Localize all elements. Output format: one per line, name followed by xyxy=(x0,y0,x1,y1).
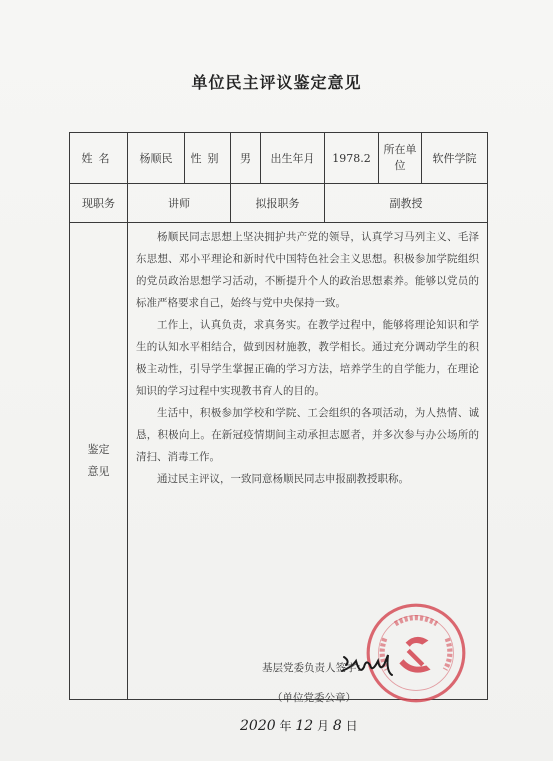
seal-note: （单位党委公章） xyxy=(272,692,356,704)
date-month: 12 xyxy=(295,718,314,734)
current-title-label: 现职务 xyxy=(70,184,128,223)
birth-value: 1978.2 xyxy=(325,133,379,184)
signer-label: 基层党委负责人签字： xyxy=(262,662,367,674)
opinion-paragraph: 杨顺民同志思想上坚决拥护共产党的领导，认真学习马列主义、毛泽东思想、邓小平理论和新时代中国特色社会主义思想。积极参加学院组织的党员政治思想学习活动，不断提升个人的政治思想素养。能够以党员的标准严格要求自己，始终与党中央保持一致。 xyxy=(136,231,479,309)
page-title: 单位民主评议鉴定意见 xyxy=(191,73,362,92)
birth-label: 出生年月 xyxy=(261,133,325,184)
current-title-value: 讲师 xyxy=(128,184,231,223)
form-row-basic xyxy=(70,133,488,184)
form-row-title xyxy=(70,184,488,223)
opinion-label-cell xyxy=(70,223,128,700)
date-year: 2020 xyxy=(240,718,276,734)
opinion-cell xyxy=(128,223,488,734)
unit-label-text: 所在单位 xyxy=(383,143,417,172)
unit-value: 软件学院 xyxy=(422,133,488,184)
opinion-label: 鉴定意见 xyxy=(87,443,110,478)
date-line xyxy=(240,717,358,734)
opinion-text xyxy=(128,223,487,490)
proposed-title-label: 拟报职务 xyxy=(231,184,325,223)
date-month-unit: 月 xyxy=(316,719,329,733)
opinion-paragraph: 通过民主评议，一致同意杨顺民同志申报副教授职称。 xyxy=(157,473,409,485)
date-day-unit: 日 xyxy=(345,719,358,733)
date-day: 8 xyxy=(332,718,342,734)
opinion-paragraph: 工作上，认真负责，求真务实。在教学过程中，能够将理论知识和学生的认知水平相结合，做到因材施教，教学相长。通过充分调动学生的积极主动性，引导学生掌握正确的学习方法，培养学生的自学能力，在理论知识的学习过程中实现教书育人的目的。 xyxy=(136,319,479,397)
opinion-paragraph: 生活中，积极参加学校和学院、工会组织的各项活动，为人热情、诚恳，积极向上。在新冠疫情期间主动承担志愿者，并多次参与办公场所的清扫、消毒工作。 xyxy=(136,407,479,463)
proposed-title-value: 副教授 xyxy=(325,184,488,223)
evaluation-form xyxy=(69,132,488,734)
unit-label xyxy=(379,133,422,184)
form-row-opinion xyxy=(70,223,488,700)
gender-value: 男 xyxy=(231,133,261,184)
name-value: 杨顺民 xyxy=(128,133,185,184)
date-year-unit: 年 xyxy=(279,719,292,733)
gender-label: 性别 xyxy=(185,133,231,184)
name-label: 姓名 xyxy=(70,133,128,184)
